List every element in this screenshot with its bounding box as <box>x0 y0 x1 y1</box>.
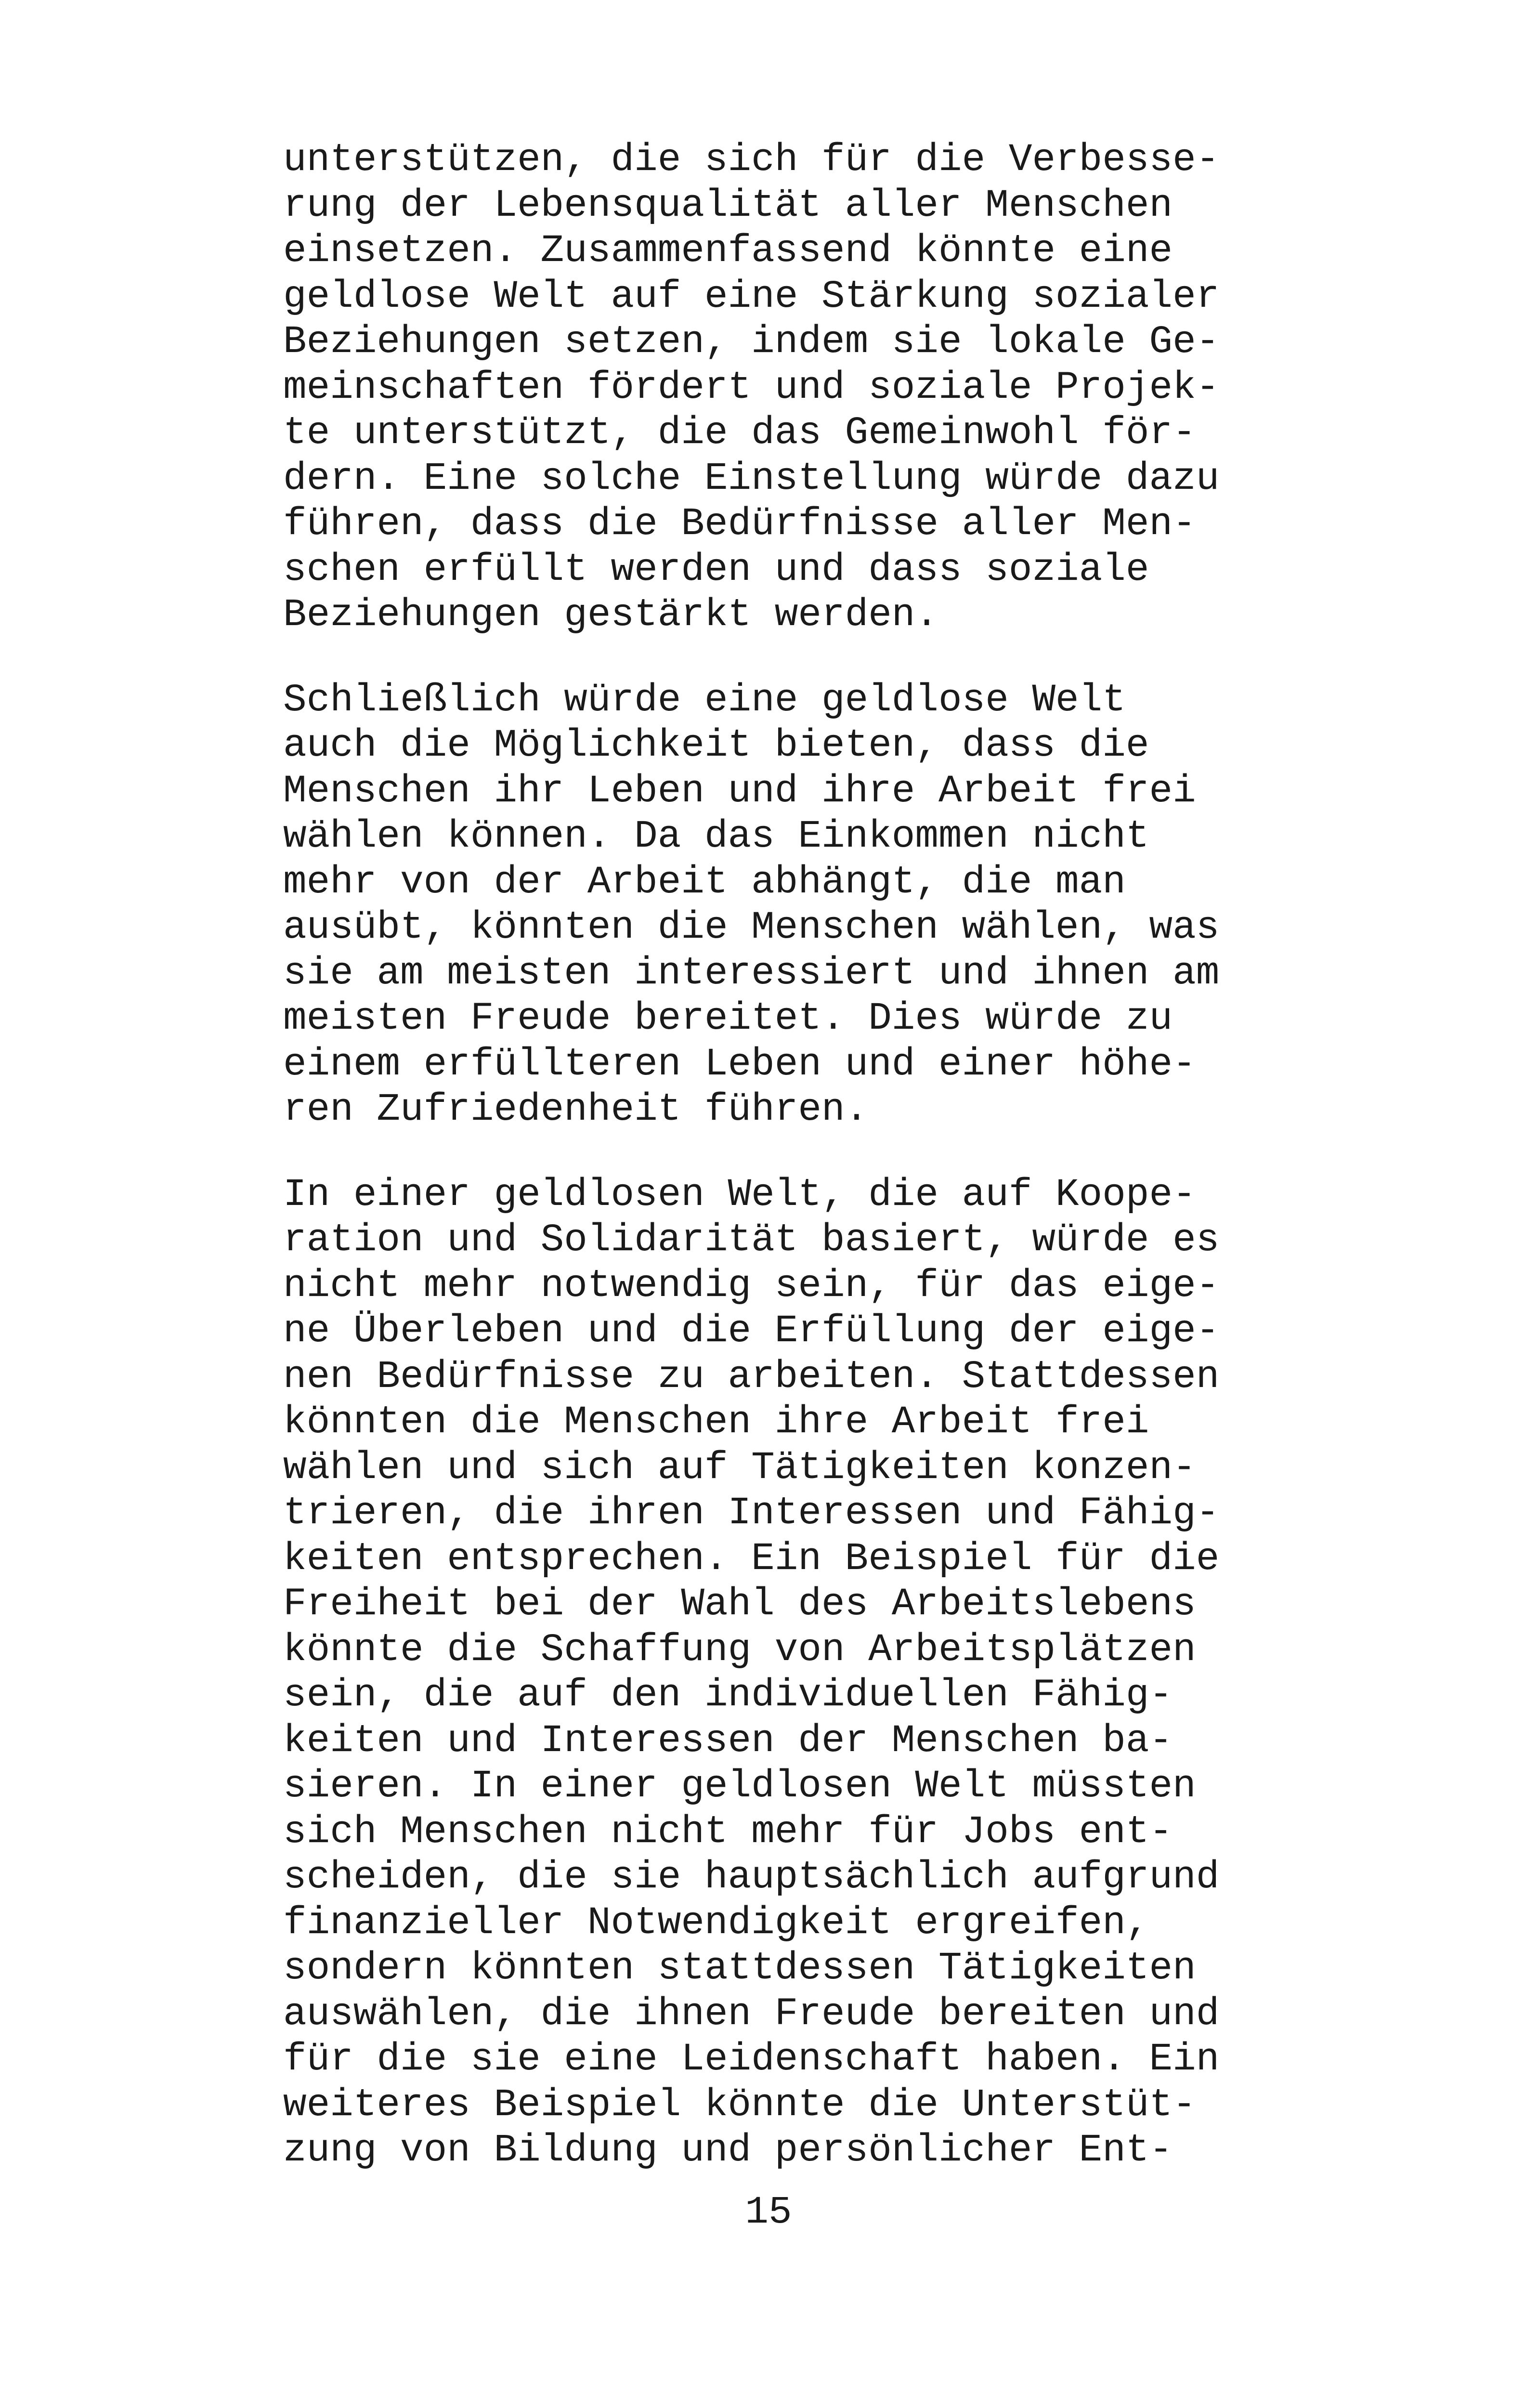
text-line: unterstützen, die sich für die Verbesse- <box>283 138 1220 182</box>
text-line: führen, dass die Bedürfnisse aller Men- <box>283 502 1196 546</box>
text-line: scheiden, die sie hauptsächlich aufgrund <box>283 1856 1220 1899</box>
text-line: ration und Solidarität basiert, würde es <box>283 1218 1220 1262</box>
text-line: mehr von der Arbeit abhängt, die man <box>283 860 1126 904</box>
text-line: sondern könnten stattdessen Tätigkeiten <box>283 1947 1196 1990</box>
paragraph-2 <box>283 678 1294 1133</box>
text-line: wählen und sich auf Tätigkeiten konzen- <box>283 1446 1196 1490</box>
text-line: In einer geldlosen Welt, die auf Koope- <box>283 1173 1196 1217</box>
text-line: ren Zufriedenheit führen. <box>283 1088 869 1132</box>
text-line: Beziehungen gestärkt werden. <box>283 593 939 637</box>
text-line: nen Bedürfnisse zu arbeiten. Stattdessen <box>283 1355 1220 1399</box>
text-line: sieren. In einer geldlosen Welt müssten <box>283 1765 1196 1808</box>
text-line: ne Überleben und die Erfüllung der eige- <box>283 1309 1220 1353</box>
text-line: einsetzen. Zusammenfassend könnte eine <box>283 229 1173 273</box>
text-line: auswählen, die ihnen Freude bereiten und <box>283 1992 1220 2036</box>
text-line: sie am meisten interessiert und ihnen am <box>283 951 1220 995</box>
text-line: sich Menschen nicht mehr für Jobs ent- <box>283 1810 1173 1854</box>
text-line: Schließlich würde eine geldlose Welt <box>283 678 1126 722</box>
text-line: meisten Freude bereitet. Dies würde zu <box>283 997 1173 1041</box>
text-line: für die sie eine Leidenschaft haben. Ein <box>283 2038 1220 2081</box>
text-line: dern. Eine solche Einstellung würde dazu <box>283 457 1220 501</box>
text-line: finanzieller Notwendigkeit ergreifen, <box>283 1901 1149 1945</box>
text-line: könnten die Menschen ihre Arbeit frei <box>283 1400 1149 1444</box>
paragraph-1 <box>283 138 1294 639</box>
text-line: wählen können. Da das Einkommen nicht <box>283 815 1149 859</box>
text-line: keiten entsprechen. Ein Beispiel für die <box>283 1537 1220 1581</box>
text-line: Menschen ihr Leben und ihre Arbeit frei <box>283 769 1196 813</box>
text-line: nicht mehr notwendig sein, für das eige- <box>283 1264 1220 1308</box>
text-line: te unterstützt, die das Gemeinwohl för- <box>283 411 1196 455</box>
text-line: Freiheit bei der Wahl des Arbeitslebens <box>283 1583 1196 1626</box>
text-line: meinschaften fördert und soziale Projek- <box>283 366 1220 410</box>
text-line: ausübt, könnten die Menschen wählen, was <box>283 906 1220 950</box>
text-line: keiten und Interessen der Menschen ba- <box>283 1719 1173 1763</box>
text-line: zung von Bildung und persönlicher Ent- <box>283 2129 1173 2172</box>
paragraph-3 <box>283 1173 1294 2174</box>
text-line: auch die Möglichkeit bieten, dass die <box>283 724 1149 768</box>
text-line: Beziehungen setzen, indem sie lokale Ge- <box>283 320 1220 364</box>
body-text <box>283 138 1294 2174</box>
text-line: weiteres Beispiel könnte die Unterstüt- <box>283 2083 1196 2127</box>
text-line: einem erfüllteren Leben und einer höhe- <box>283 1042 1196 1086</box>
text-line: könnte die Schaffung von Arbeitsplätzen <box>283 1628 1196 1672</box>
text-line: sein, die auf den individuellen Fähig- <box>283 1674 1173 1717</box>
page-number: 15 <box>745 2191 792 2235</box>
text-line: trieren, die ihren Interessen und Fähig- <box>283 1492 1220 1535</box>
text-line: rung der Lebensqualität aller Menschen <box>283 183 1173 228</box>
text-line: geldlose Welt auf eine Stärkung sozialer <box>283 275 1220 319</box>
text-line: schen erfüllt werden und dass soziale <box>283 548 1149 592</box>
